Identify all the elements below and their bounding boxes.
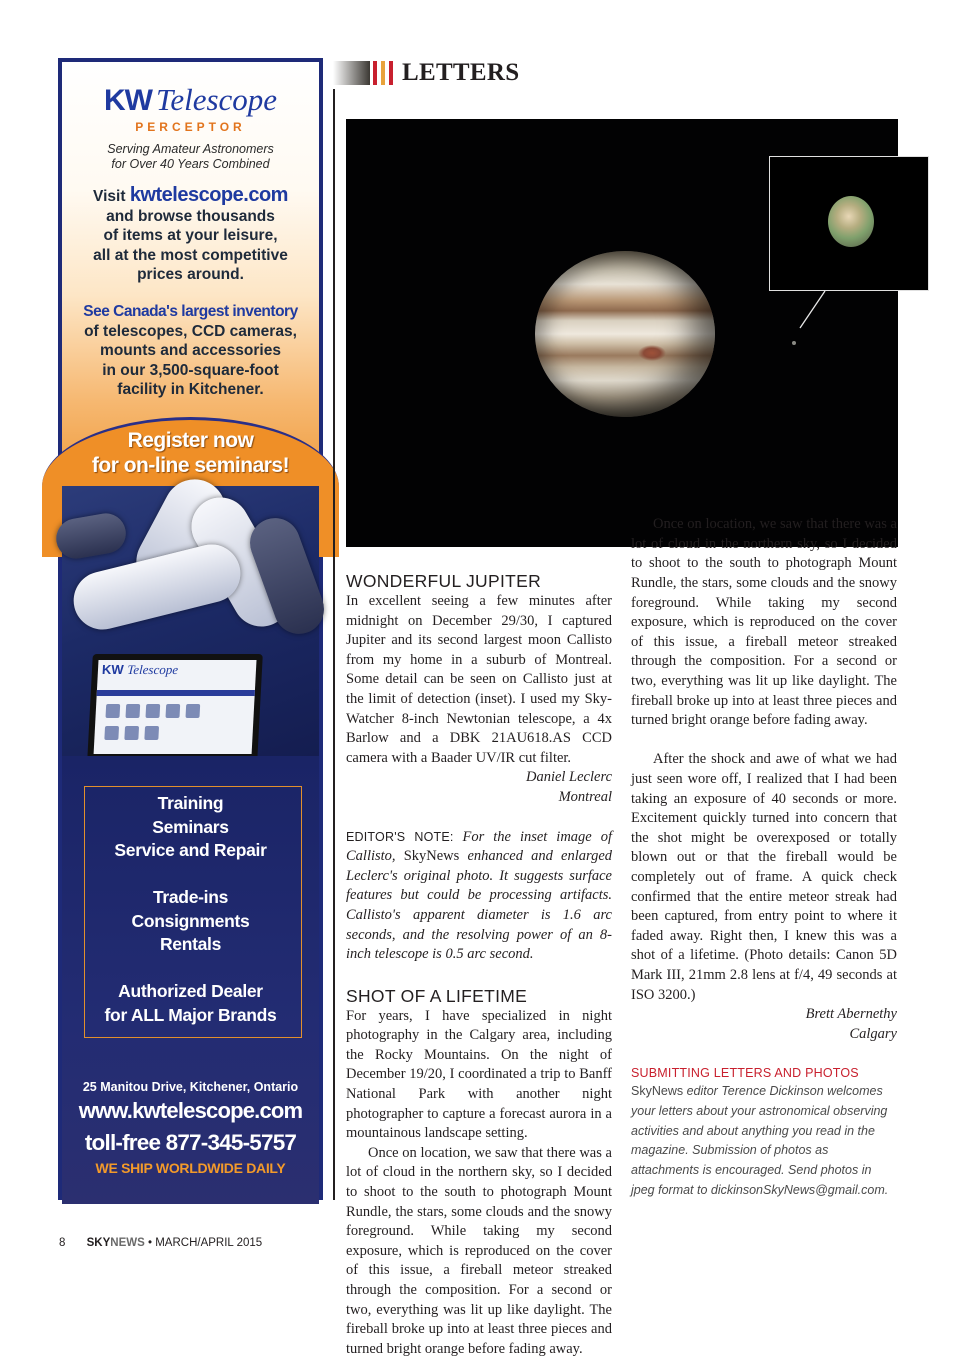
- inventory-headline: See Canada's largest inventory: [83, 303, 298, 320]
- header-gradient-bar: [333, 61, 370, 85]
- ad-address: 25 Manitou Drive, Kitchener, Ontario: [82, 1080, 299, 1094]
- visit-line: and browse thousands: [106, 207, 275, 225]
- brand-news: NEWS: [110, 1237, 145, 1249]
- submitting-text: [631, 1082, 897, 1200]
- letter-heading: WONDERFUL JUPITER: [346, 571, 542, 591]
- visit-line: all at the most competitive: [93, 246, 288, 264]
- ad-inventory-block: [70, 302, 311, 400]
- telescopes-laptop-photo: [62, 486, 319, 756]
- service-item: Rentals: [159, 934, 222, 954]
- ad-phone-link[interactable]: toll-free 877-345-5757: [84, 1130, 297, 1155]
- jupiter-photo: [346, 119, 898, 547]
- logo-telescope: Telescope: [155, 82, 278, 117]
- service-item: Consignments: [131, 910, 250, 931]
- letter-author: Brett Abernethy: [805, 1006, 897, 1023]
- service-item: Training: [157, 793, 224, 813]
- ad-tagline: [62, 142, 319, 172]
- submitting-body: editor Terence Dickinson welcomes your letters about your astronomical observing activities and about anything you read in the magazine. Submission of photos as attachments is encouraged. Send photos in jpeg format to dickinsonSkyNews@gmail.com.: [631, 1084, 889, 1197]
- article-column-right: [631, 516, 897, 1201]
- page-footer: [59, 1237, 262, 1249]
- letter-city: Calgary: [849, 1025, 897, 1042]
- service-item: for ALL Major Brands: [104, 1004, 277, 1025]
- header-color-bar: [389, 61, 393, 85]
- kw-telescope-logo: [62, 82, 319, 118]
- logo-kw: KW: [103, 84, 152, 117]
- letter-paragraph: After the shock and awe of what we had just seen wore off, I realized that I had been taking an exposure of 40 seconds or more. Excitement quickly turned into concern that the shot might be overexposed or totally blown out or that the fireball would be completely out of frame. A quick check confirmed that the entire meteor streak had been captured, from entry point to where it faded away. Right then, I knew this was a shot of a lifetime. (Photo details: Canon 5D Mark III, 21mm 2.8 lens at f/4, 49 seconds at ISO 3200.): [631, 751, 897, 1003]
- ad-bottom-panel: [62, 756, 319, 1204]
- logo-perceptor: PERCEPTOR: [135, 120, 246, 134]
- issue-date: MARCH/APRIL 2015: [155, 1237, 263, 1249]
- kw-telescope-ad[interactable]: [58, 58, 323, 1200]
- editor-note-text: For the inset image of Callisto,: [346, 828, 612, 865]
- article-column-left: [346, 570, 613, 1357]
- letter-body: In excellent seeing a few minutes after midnight on December 29/30, I captured Jupiter and its second largest moon Callisto from my home in a suburb of Montreal. Some detail can be seen on Callisto just at the limit of detection (inset). I used my Sky-Watcher 8-inch Newtonian telescope, a 4x Barlow and a DBK 21AU618.AS CCD camera with a Baader UV/IR cut filter.: [346, 593, 612, 766]
- service-item: Authorized Dealer: [118, 981, 263, 1001]
- callisto-enlarged: [828, 196, 874, 247]
- inventory-line: in our 3,500-square-foot: [102, 361, 279, 379]
- service-item: Trade-ins: [152, 887, 229, 907]
- letter-paragraph-continued: Once on location, we saw that there was a lot of cloud in the northern sky, so I decided to shoot to the south to photograph Mount Rundle, the stars, some clouds and the snowy foreground. While taking my second exposure, which is reproduced on the cover of this issue, a fireball meteor streaked through the composition. For a second or two, everything was lit up like daylight. The fireball broke up into at least three pieces and turned bright orange before fading away.: [631, 516, 897, 729]
- callisto-inset: [769, 156, 929, 291]
- service-item: Service and Repair: [114, 840, 267, 860]
- editor-note: [346, 828, 612, 965]
- ad-tagline-line: Serving Amateur Astronomers: [107, 142, 274, 156]
- letter-author: Daniel Leclerc: [525, 769, 612, 786]
- submitting-heading: SUBMITTING LETTERS AND PHOTOS: [631, 1066, 859, 1081]
- inventory-line: facility in Kitchener.: [117, 381, 264, 399]
- visit-line: of items at your leisure,: [103, 227, 278, 245]
- inventory-line: mounts and accessories: [100, 342, 281, 360]
- visit-prefix: Visit: [93, 188, 126, 205]
- ad-tagline-line: for Over 40 Years Combined: [111, 157, 270, 171]
- letter-paragraph: Once on location, we saw that there was a lot of cloud in the northern sky, so I decided to shoot to the south to photograph Mount Rundle, the stars, some clouds and the snowy foreground. While taking my second exposure, which is reproduced on the cover of this issue, a fireball meteor streaked through the composition. For a second or two, everything was lit up like daylight. The fireball broke up into at least three pieces and turned bright orange before fading away.: [346, 1144, 612, 1357]
- editor-note-label: EDITOR'S NOTE:: [346, 829, 454, 844]
- editor-note-brand: SkyNews: [403, 848, 460, 865]
- editor-note-text: enhanced and enlarged Leclerc's original photo. It suggests surface features but could be processing artifacts. Callisto's apparent diameter is 1.6 arc seconds, and the resolving power of an 8-inch telescope is 0.5 arc second.: [346, 848, 613, 963]
- ad-visit-block: [72, 186, 309, 285]
- register-seminars-link[interactable]: [62, 428, 319, 478]
- laptop-screen: [87, 654, 263, 762]
- laptop-screen-logo: KW Telescope: [101, 662, 179, 677]
- footer-separator: •: [147, 1237, 152, 1249]
- visit-url-link[interactable]: kwtelescope.com: [129, 184, 288, 206]
- inventory-line: of telescopes, CCD cameras,: [84, 322, 297, 340]
- header-color-bar: [373, 61, 377, 85]
- ad-website-link[interactable]: www.kwtelescope.com: [78, 1098, 303, 1123]
- submitting-brand: SkyNews: [631, 1084, 684, 1099]
- column-divider: [333, 89, 335, 1200]
- register-line: Register now: [127, 429, 254, 452]
- section-title: LETTERS: [402, 59, 520, 86]
- header-color-bar: [381, 61, 385, 85]
- brand-sky: SKY: [86, 1237, 111, 1249]
- ad-top-panel: [62, 62, 319, 486]
- visit-line: prices around.: [137, 266, 244, 284]
- register-line: for on-line seminars!: [91, 454, 290, 477]
- letter-city: Montreal: [558, 788, 612, 805]
- letter-paragraph: For years, I have specialized in night photography in the Calgary area, including the Rocky Mountains. On the night of December 19/20, I coordinated a trip to Banff National Park with another night photographer to capture a forecast aurora in a mountainous landscape setting.: [346, 1007, 612, 1142]
- telescope-image: [53, 510, 129, 562]
- letter-heading: SHOT OF A LIFETIME: [346, 985, 528, 1006]
- page-number: 8: [59, 1237, 66, 1249]
- service-item: Seminars: [152, 816, 229, 837]
- ad-shipping-note: WE SHIP WORLDWIDE DAILY: [95, 1160, 286, 1176]
